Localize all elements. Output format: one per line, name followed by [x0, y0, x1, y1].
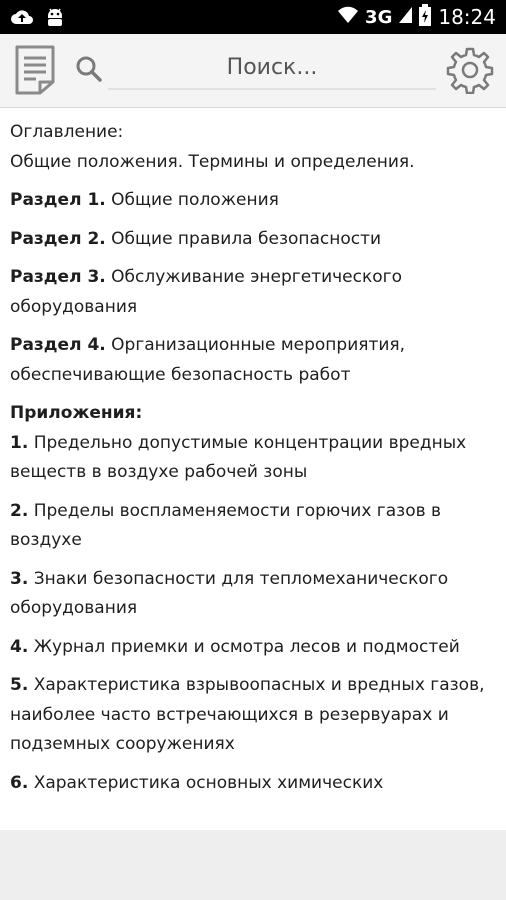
- wifi-icon: [337, 5, 359, 29]
- toc-section-4[interactable]: [10, 331, 496, 390]
- toc-heading: Оглавление:: [10, 122, 124, 142]
- app-toolbar: [0, 34, 506, 108]
- search-button[interactable]: [74, 54, 104, 84]
- status-bar: [0, 0, 506, 34]
- toc-header: [10, 118, 496, 177]
- section-label: Раздел 4.: [10, 335, 106, 355]
- search-input[interactable]: [108, 46, 436, 90]
- appendices-block: [10, 399, 496, 488]
- appendix-label: 6.: [10, 772, 29, 793]
- signal-icon: [398, 6, 412, 28]
- system-indicators: [337, 4, 496, 30]
- status-time: 18:24: [438, 5, 496, 29]
- gear-icon: [446, 79, 494, 98]
- cloud-upload-icon: [10, 6, 34, 32]
- search-icon: [74, 69, 104, 88]
- toc-appendix-3[interactable]: [10, 565, 496, 624]
- appendix-label: 5.: [10, 675, 29, 695]
- bottom-area: [0, 830, 506, 900]
- appendix-title: Знаки безопасности для тепломеханического оборудования: [10, 568, 449, 618]
- section-title: Общие правила безопасности: [111, 228, 382, 249]
- appendices-heading-text: Приложения:: [10, 403, 143, 423]
- network-type: 3G: [365, 6, 393, 28]
- appendix-label: 2.: [10, 500, 29, 521]
- section-title: Общие положения: [111, 190, 279, 210]
- notification-icons: [10, 6, 66, 32]
- appendices-heading: [10, 399, 496, 429]
- settings-button[interactable]: [446, 46, 494, 94]
- toc-appendix-1[interactable]: [10, 429, 496, 488]
- section-title: Обслуживание энергетического оборудования: [10, 267, 402, 317]
- appendix-label: 1.: [10, 432, 29, 453]
- appendix-label: 3.: [10, 568, 29, 589]
- document-icon: [14, 81, 56, 100]
- appendix-title: Характеристика основных химических: [33, 772, 384, 793]
- section-label: Раздел 1.: [10, 190, 106, 210]
- appendix-label: 4.: [10, 636, 29, 657]
- table-of-contents: [0, 108, 506, 830]
- android-icon: [44, 6, 66, 32]
- appendix-title: Пределы воспламеняемости горючих газов в воздухе: [10, 500, 442, 550]
- toc-appendix-6[interactable]: [10, 769, 496, 799]
- toc-appendix-4[interactable]: [10, 633, 496, 663]
- toc-appendix-2[interactable]: [10, 497, 496, 556]
- contents-button[interactable]: [14, 44, 56, 96]
- section-label: Раздел 3.: [10, 267, 106, 287]
- appendix-title: Предельно допустимые концентрации вредных веществ в воздухе рабочей зоны: [10, 432, 467, 482]
- toc-section-1[interactable]: [10, 186, 496, 216]
- toc-general-link[interactable]: Общие положения. Термины и определения.: [10, 151, 415, 172]
- battery-charging-icon: [418, 4, 432, 30]
- section-label: Раздел 2.: [10, 228, 106, 249]
- toc-appendix-5[interactable]: [10, 671, 496, 760]
- appendix-title: Журнал приемки и осмотра лесов и подмостей: [33, 636, 460, 657]
- toc-section-2[interactable]: [10, 225, 496, 255]
- section-title: Организационные мероприятия, обеспечивающие безопасность работ: [10, 335, 406, 385]
- toc-section-3[interactable]: [10, 263, 496, 322]
- appendix-title: Характеристика взрывоопасных и вредных газов, наиболее часто встречающихся в резервуарах и подземных сооружениях: [10, 675, 485, 754]
